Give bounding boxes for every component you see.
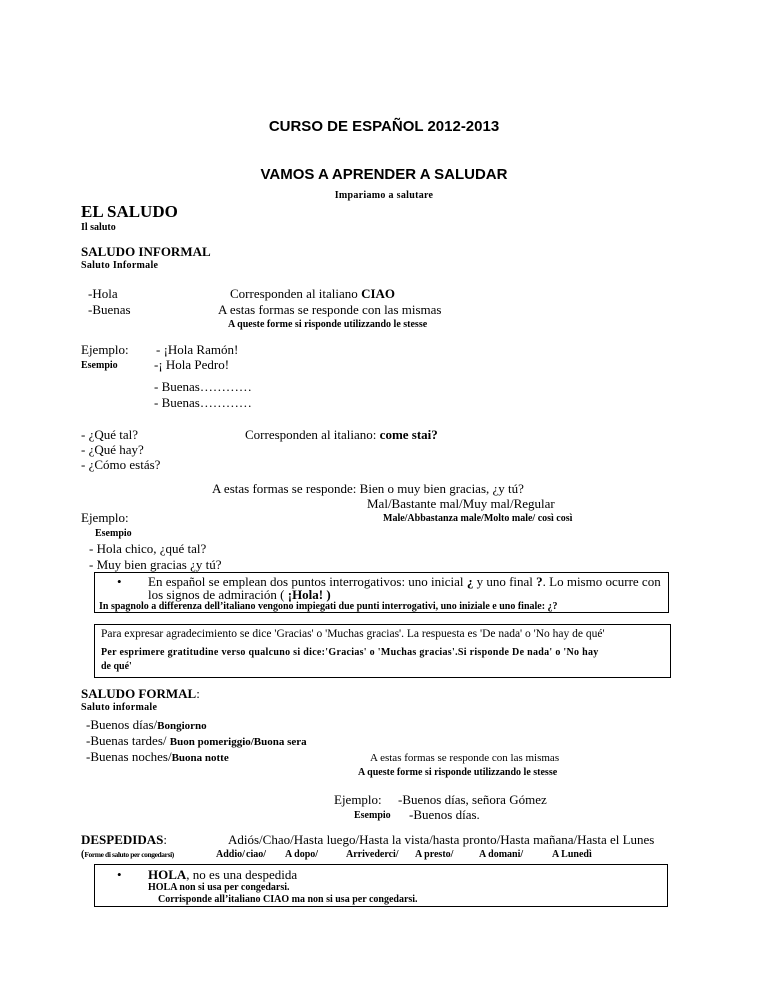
despedidas-list: Adiós/Chao/Hasta luego/Hasta la vista/hasta pronto/Hasta mañana/Hasta el Lunes	[228, 832, 655, 847]
word-hola: -Hola	[88, 286, 118, 301]
despedidas-it-item: A Lunedì	[552, 849, 592, 860]
despedidas-it-item: Addio/	[216, 849, 245, 860]
note3-line-it: HOLA non si usa per congedarsi.	[148, 882, 290, 893]
example-label-it: Esempio	[81, 360, 118, 371]
formal-respond: A estas formas se responde con las mismas	[370, 752, 560, 764]
response-line: Mal/Bastante mal/Muy mal/Regular	[367, 496, 555, 511]
formal-respond-it: A queste forme si risponde utilizzando le stesse	[358, 767, 558, 778]
example-label: Ejemplo:	[81, 342, 129, 357]
formal-example-label: Ejemplo:	[334, 792, 382, 807]
formal-heading: SALUDO FORMAL:	[81, 686, 200, 701]
note2-line-it: Per esprimere gratitudine verso qualcuno si dice:'Gracias' o 'Muchas gracias'.Si risponde De nada' o 'No hay	[101, 647, 599, 658]
formal-example-line: -Buenos días, señora Gómez	[398, 792, 547, 807]
formal-item: -Buenas noches/Buona notte	[86, 749, 229, 764]
example-reply: - Buenas…………	[154, 379, 252, 394]
despedidas-it-item: ciao/	[246, 849, 266, 860]
despedidas-it-item: Arrivederci/	[346, 849, 399, 860]
page-title: VAMOS A APRENDER A SALUDAR	[260, 166, 508, 183]
informal-respond: A estas formas se responde con las mismas	[218, 302, 442, 317]
informal-sub: Saluto Informale	[81, 260, 159, 271]
informal-respond-it: A queste forme si risponde utilizzando le stesse	[228, 319, 428, 330]
example-line: - Hola chico, ¿qué tal?	[89, 541, 207, 556]
note1-line: los signos de admiración ( ¡Hola! )	[148, 587, 331, 602]
example-label-it: Esempio	[95, 528, 132, 539]
question-como-estas: - ¿Cómo estás?	[81, 457, 161, 472]
word-buenas: -Buenas	[88, 302, 131, 317]
formal-item: -Buenos días/Bongiorno	[86, 717, 207, 732]
formal-sub: Saluto informale	[81, 702, 158, 713]
example-label: Ejemplo:	[81, 510, 129, 525]
example-reply: - Buenas…………	[154, 395, 252, 410]
el-saludo-sub: Il saluto	[81, 222, 116, 233]
despedidas-it-item: A dopo/	[285, 849, 319, 860]
bullet: •	[117, 867, 122, 882]
course-title: CURSO DE ESPAÑOL 2012-2013	[268, 118, 500, 135]
page-subtitle: Impariamo a salutare	[334, 190, 434, 201]
bullet: •	[117, 574, 122, 589]
despedidas-it-item: A presto/	[415, 849, 454, 860]
note3-line-it: Corrisponde all’italiano CIAO ma non si usa per congedarsi.	[158, 894, 418, 905]
informal-heading: SALUDO INFORMAL	[81, 244, 211, 259]
example-line: - Muy bien gracias ¿y tú?	[89, 557, 222, 572]
note1-line: En español se emplean dos puntos interrogativos: uno inicial ¿ y uno final ?. Lo mismo ocurre con	[148, 574, 661, 589]
response-line: A estas formas se responde: Bien o muy bien gracias, ¿y tú?	[212, 481, 524, 496]
response-line-it: Male/Abbastanza male/Molto male/ così così	[383, 513, 573, 524]
informal-correspond: Corresponden al italiano CIAO	[230, 286, 396, 301]
formal-example-line: -Buenos días.	[409, 807, 480, 822]
questions-correspond: Corresponden al italiano: come stai?	[245, 427, 438, 442]
question-que-tal: - ¿Qué tal?	[81, 427, 139, 442]
el-saludo-heading: EL SALUDO	[81, 202, 178, 221]
note2-line: Para expresar agradecimiento se dice 'Gracias' o 'Muchas gracias'. La respuesta es 'De nada' o 'No hay de qué'	[101, 628, 605, 640]
question-que-hay: - ¿Qué hay?	[81, 442, 144, 457]
despedidas-it-item: A domani/	[479, 849, 524, 860]
formal-example-label-it: Esempio	[354, 810, 391, 821]
note2-line-it: de qué'	[101, 661, 132, 672]
formal-item: -Buenas tardes/ Buon pomeriggio/Buona sera	[86, 733, 307, 748]
example-line: - ¡Hola Ramón!	[156, 342, 239, 357]
example-line: -¡ Hola Pedro!	[154, 357, 230, 372]
despedidas-heading: DESPEDIDAS:	[81, 832, 167, 847]
note1-line-it: In spagnolo a differenza dell’italiano vengono impiegati due punti interrogativi, uno iniziale e uno finale: ¿?	[99, 601, 558, 612]
note3-line: HOLA, no es una despedida	[148, 867, 298, 882]
despedidas-it-note: (Forme di saluto per congedarsi)	[81, 849, 174, 860]
